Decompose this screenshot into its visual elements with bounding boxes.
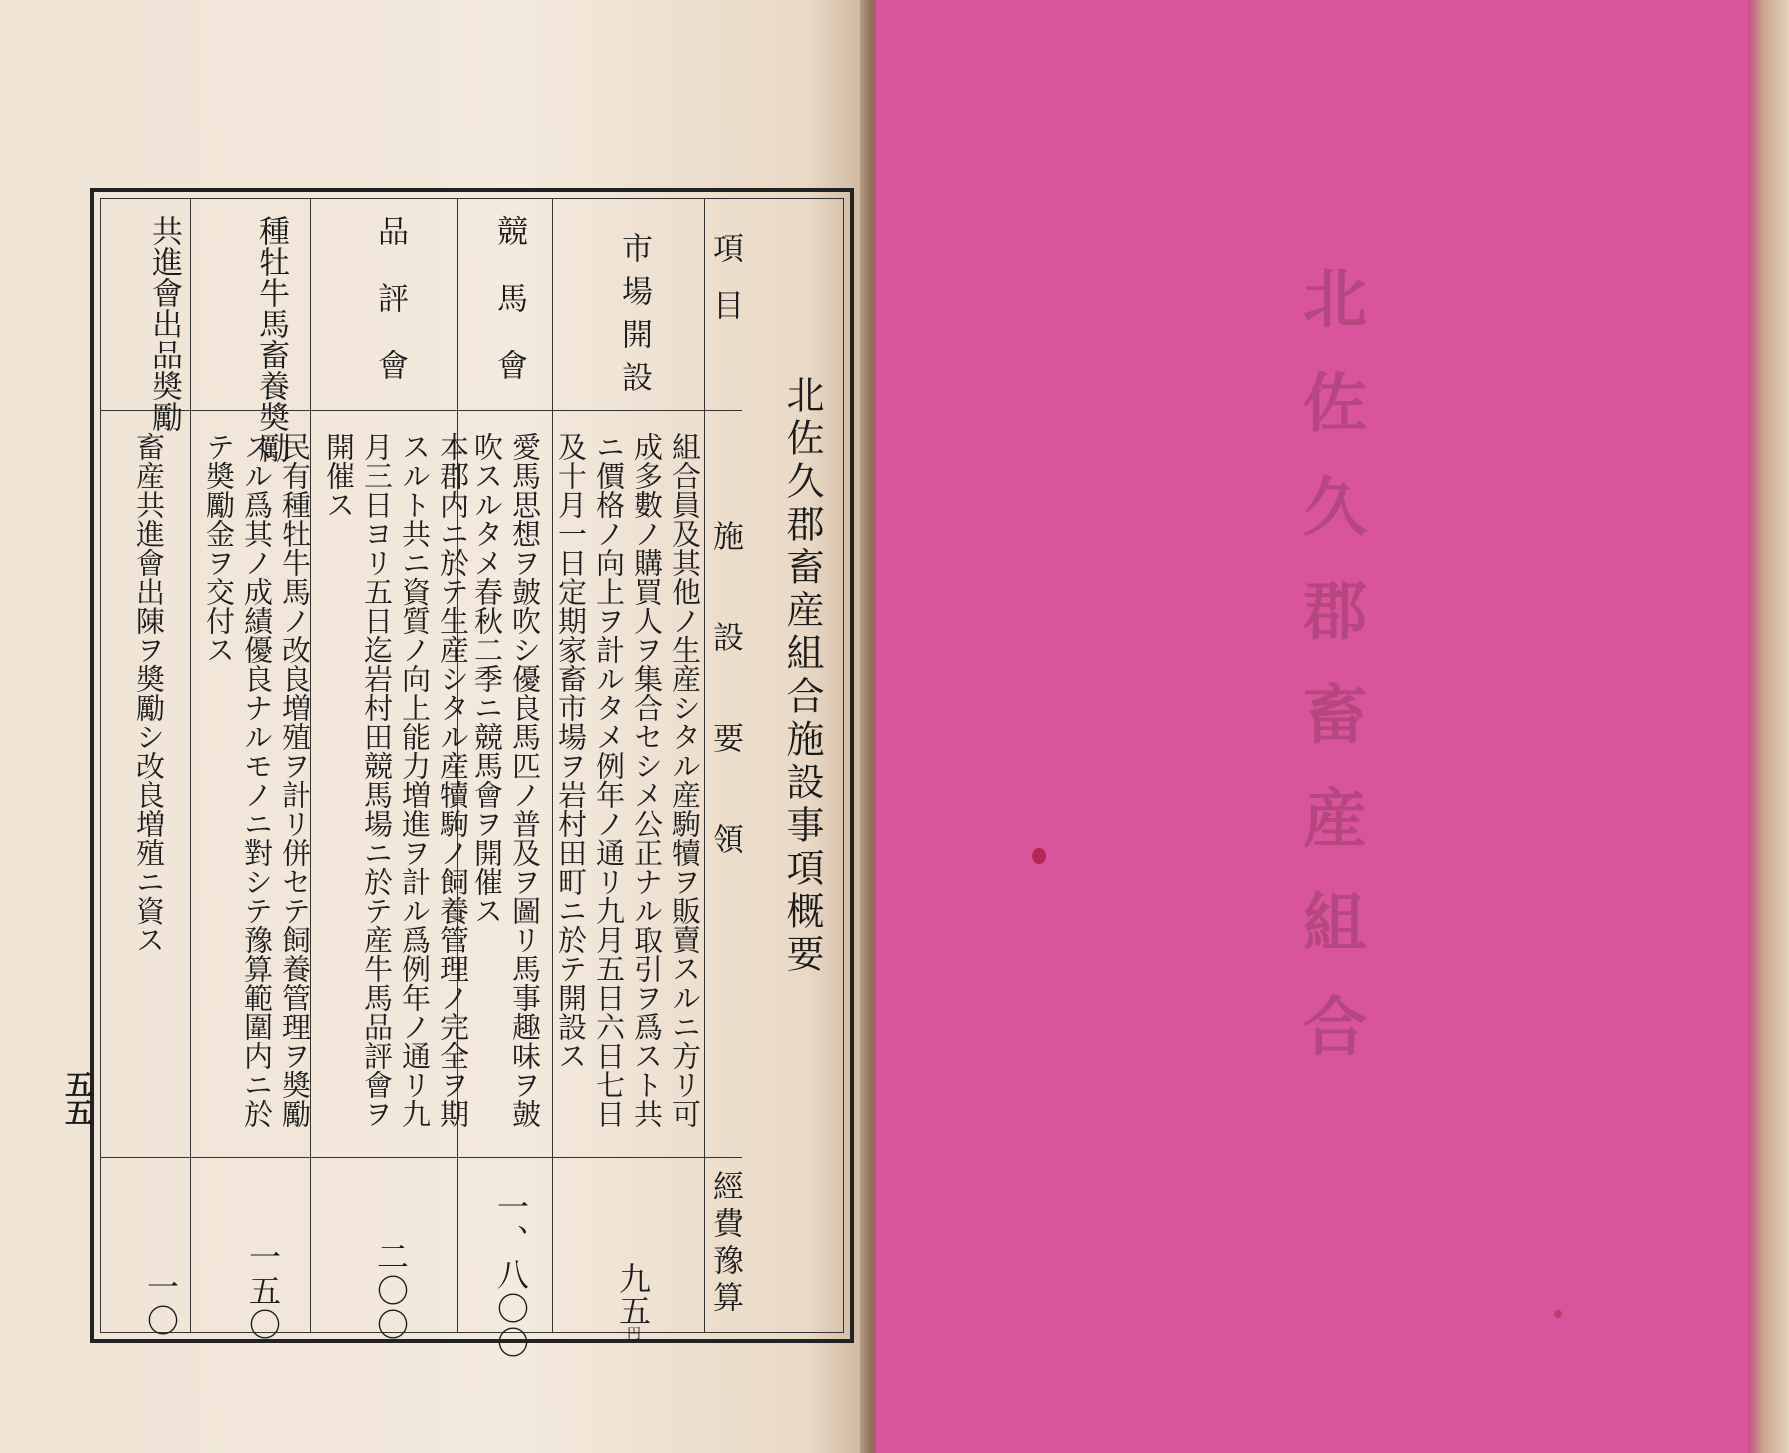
plan-line: 月三日ヨリ五日迄岩村田競馬場ニ於テ産牛馬品評會ヲ [360, 432, 394, 1128]
plan-line: テ奬勵金ヲ交付ス [202, 432, 236, 664]
plan-breeding-encouragement [200, 432, 314, 1132]
header-divider [704, 1157, 742, 1158]
budget-fair: 二〇〇 [372, 1240, 410, 1342]
item-horse-race: 競馬會 [491, 215, 527, 416]
plan-line: 組合員及其他ノ生産シタル産駒犢ヲ販賣スルニ方リ可 [668, 432, 702, 1128]
plan-line: 開催ス [322, 432, 356, 519]
show-through-title: 北佐久郡畜産組合 [1292, 265, 1367, 1097]
plan-line: 本郡内ニ於テ生産シタル産犢駒ノ飼養管理ノ完全ヲ期 [436, 432, 470, 1128]
plan-line: スルト共ニ資質ノ向上能力増進ヲ計ル爲例年ノ通リ九 [398, 432, 432, 1128]
budget-row-divider [100, 1157, 704, 1158]
header-plan: 施設要領 [707, 520, 743, 924]
page-title: 北佐久郡畜産組合施設事項概要 [780, 375, 824, 977]
header-item: 項目 [707, 232, 743, 346]
item-breeding-encouragement: 種牡牛馬畜養奬勵 [253, 215, 289, 463]
ink-spot [1032, 848, 1046, 864]
item-fair: 品評會 [372, 215, 408, 416]
budget-breeding-encouragement: 一五〇 [244, 1240, 282, 1342]
header-budget: 經費豫算 [707, 1170, 743, 1318]
plan-line: 愛馬思想ヲ皷吹シ優良馬匹ノ普及ヲ圖リ馬事趣味ヲ皷 [508, 432, 542, 1128]
yen-unit: 円 [625, 1326, 641, 1340]
plan-line: 吹スルタメ春秋二季ニ競馬會ヲ開催ス [470, 432, 504, 925]
page-edge [1748, 0, 1789, 1453]
plan-horse-race [468, 432, 544, 1132]
plan-line: 民有種牡牛馬ノ改良増殖ヲ計リ併セテ飼養管理ヲ奬勵 [278, 432, 312, 1128]
column-divider [190, 198, 191, 1333]
budget-market [610, 1262, 656, 1340]
header-divider [704, 410, 742, 411]
ink-spot [1554, 1310, 1562, 1318]
item-exhibition-encouragement: 共進會出品奬勵 [146, 215, 182, 432]
plan-line: 成多數ノ購買人ヲ集合セシメ公正ナル取引ヲ爲スト共 [630, 432, 664, 1128]
page-number: 五五 [61, 1070, 94, 1126]
plan-line: ニ價格ノ向上ヲ計ルタメ例年ノ通リ九月五日六日七日 [592, 432, 626, 1128]
budget-value: 九五 [614, 1262, 652, 1326]
item-market: 市場開設 [616, 232, 652, 404]
plan-exhibition-encouragement [130, 432, 168, 1132]
budget-horse-race: 一、八〇〇 [492, 1190, 530, 1360]
budget-exhibition-encouragement: 一〇 [142, 1270, 180, 1338]
plan-line: 及十月一日定期家畜市場ヲ岩村田町ニ於テ開設ス [554, 432, 588, 1070]
plan-market [552, 432, 704, 1132]
plan-line: 畜産共進會出陳ヲ奬勵シ改良増殖ニ資ス [132, 432, 166, 954]
plan-line: スル爲其ノ成績優良ナルモノニ對シテ豫算範圍内ニ於 [240, 432, 274, 1128]
plan-fair [320, 432, 472, 1132]
